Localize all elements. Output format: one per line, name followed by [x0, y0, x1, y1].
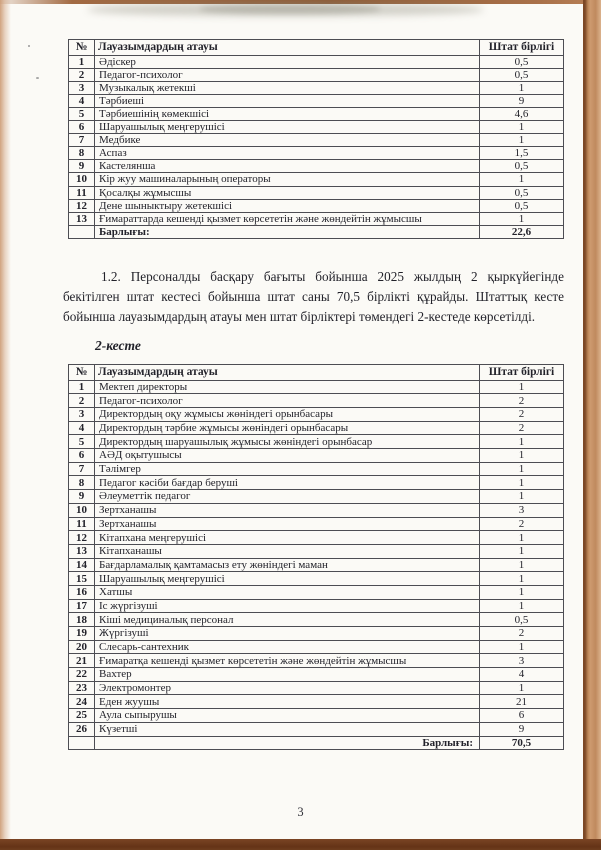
- cell-units: 3: [480, 654, 564, 668]
- cell-num: 11: [69, 186, 95, 199]
- cell-units: 3: [480, 503, 564, 517]
- cell-num: 12: [69, 199, 95, 212]
- cell-units: 2: [480, 394, 564, 408]
- table-row: [69, 421, 564, 435]
- cell-num: 5: [69, 108, 95, 121]
- scan-edge-left: [0, 0, 11, 850]
- header-staff-units: Штат бірлігі: [480, 40, 564, 56]
- cell-units: 0,5: [480, 613, 564, 627]
- cell-units: 1: [480, 476, 564, 490]
- table-row: [69, 212, 564, 225]
- cell-num: 16: [69, 585, 95, 599]
- cell-num: 10: [69, 173, 95, 186]
- cell-units: 1: [480, 572, 564, 586]
- cell-name: Күзетші: [95, 722, 480, 736]
- cell-num: 26: [69, 722, 95, 736]
- table-row: [69, 654, 564, 668]
- total-label: Барлығы:: [95, 225, 480, 238]
- cell-num: 15: [69, 572, 95, 586]
- cell-units: 2: [480, 421, 564, 435]
- header-number: №: [69, 365, 95, 381]
- table-row: [69, 681, 564, 695]
- cell-num: 1: [69, 380, 95, 394]
- table-row: [69, 722, 564, 736]
- cell-name: Кітапханашы: [95, 544, 480, 558]
- cell-num: 2: [69, 394, 95, 408]
- cell-units: 1: [480, 531, 564, 545]
- cell-num: 4: [69, 421, 95, 435]
- cell-units: 1: [480, 449, 564, 463]
- cell-units: 0,5: [480, 160, 564, 173]
- cell-name: Зертханашы: [95, 517, 480, 531]
- cell-num: 20: [69, 640, 95, 654]
- cell-num: 8: [69, 476, 95, 490]
- total-value: 22,6: [480, 225, 564, 238]
- table-row: [69, 599, 564, 613]
- cell-units: 1: [480, 212, 564, 225]
- staff-table-2: [68, 364, 564, 750]
- cell-name: Слесарь-сантехник: [95, 640, 480, 654]
- cell-name: Аспаз: [95, 147, 480, 160]
- cell-units: 1: [480, 173, 564, 186]
- cell-num: 14: [69, 558, 95, 572]
- table-row: [69, 186, 564, 199]
- body-paragraph: 1.2. Персоналды басқару бағыты бойынша 2025 жылдың 2 қыркүйегінде бекітілген штат кестесі бойынша штат саны 70,5 бірлікті құрайды. Штаттық кесте бойынша лауазымдардың атауы мен штат бірліктері төмендегі 2-кестеде көрсетілді.: [63, 269, 564, 324]
- cell-name: Директордың тәрбие жұмысы жөніндегі орынбасары: [95, 421, 480, 435]
- table-row: [69, 517, 564, 531]
- cell-num: 6: [69, 449, 95, 463]
- cell-name: Вахтер: [95, 668, 480, 682]
- cell-units: 1: [480, 640, 564, 654]
- cell-name: Медбике: [95, 134, 480, 147]
- table-row: [69, 108, 564, 121]
- cell-name: Кіші медициналық персонал: [95, 613, 480, 627]
- cell-units: 9: [480, 94, 564, 107]
- cell-num: 1: [69, 55, 95, 68]
- cell-units: 2: [480, 408, 564, 422]
- table-row: [69, 476, 564, 490]
- table-row: [69, 544, 564, 558]
- table-row: [69, 380, 564, 394]
- total-label: Барлығы:: [95, 736, 480, 750]
- cell-units: 9: [480, 722, 564, 736]
- cell-name: Директордың шаруашылық жұмысы жөніндегі орынбасар: [95, 435, 480, 449]
- cell-units: 0,5: [480, 68, 564, 81]
- cell-units: 1: [480, 462, 564, 476]
- cell-num: 24: [69, 695, 95, 709]
- cell-num: 10: [69, 503, 95, 517]
- cell-name: Шаруашылық меңгерушісі: [95, 572, 480, 586]
- cell-name: Ғимараттарда кешенді қызмет көрсететін және жөндейтін жұмысшы: [95, 212, 480, 225]
- cell-units: 6: [480, 709, 564, 723]
- table-row: [69, 55, 564, 68]
- table-header-row: [69, 365, 564, 381]
- cell-units: 2: [480, 627, 564, 641]
- table-row: [69, 640, 564, 654]
- scan-bleedthrough-smudge: [200, 4, 380, 14]
- table-row: [69, 627, 564, 641]
- cell-num: 18: [69, 613, 95, 627]
- cell-name: Директордың оқу жұмысы жөніндегі орынбасары: [95, 408, 480, 422]
- staff-table-1: [68, 39, 564, 239]
- table-row: [69, 503, 564, 517]
- scan-speck: [28, 45, 30, 47]
- scan-speck: [36, 77, 39, 79]
- cell-name: Хатшы: [95, 585, 480, 599]
- cell-units: 0,5: [480, 186, 564, 199]
- table-row: [69, 558, 564, 572]
- cell-name: Әлеуметтік педагог: [95, 490, 480, 504]
- cell-name: Әдіскер: [95, 55, 480, 68]
- cell-name: Мектеп директоры: [95, 380, 480, 394]
- cell-name: Бағдарламалық қамтамасыз ету жөніндегі маман: [95, 558, 480, 572]
- table-row: [69, 199, 564, 212]
- cell-num: 12: [69, 531, 95, 545]
- table-row: [69, 668, 564, 682]
- cell-name: Ғимаратқа кешенді қызмет көрсететін және жөндейтін жұмысшы: [95, 654, 480, 668]
- table-row: [69, 435, 564, 449]
- cell-num: 25: [69, 709, 95, 723]
- cell-name: Электромонтер: [95, 681, 480, 695]
- cell-name: Зертханашы: [95, 503, 480, 517]
- cell-num: 13: [69, 544, 95, 558]
- cell-name: Кір жуу машиналарының операторы: [95, 173, 480, 186]
- cell-name: Педагог-психолог: [95, 68, 480, 81]
- cell-num: 7: [69, 462, 95, 476]
- cell-name: Қосалқы жұмысшы: [95, 186, 480, 199]
- cell-num-empty: [69, 225, 95, 238]
- cell-num: 17: [69, 599, 95, 613]
- cell-units: 0,5: [480, 199, 564, 212]
- cell-name: Іс жүргізуші: [95, 599, 480, 613]
- cell-name: Кітапхана меңгерушісі: [95, 531, 480, 545]
- cell-name: Тәрбиеші: [95, 94, 480, 107]
- cell-num: 19: [69, 627, 95, 641]
- cell-units: 1: [480, 599, 564, 613]
- cell-units: 1: [480, 435, 564, 449]
- cell-units: 1: [480, 585, 564, 599]
- total-row: [69, 225, 564, 238]
- cell-name: Кастелянша: [95, 160, 480, 173]
- table-row: [69, 613, 564, 627]
- page-number: 3: [297, 805, 304, 819]
- cell-name: Музыкалық жетекші: [95, 81, 480, 94]
- table-body: [69, 55, 564, 225]
- cell-num: 5: [69, 435, 95, 449]
- cell-units: 1: [480, 544, 564, 558]
- cell-units: 21: [480, 695, 564, 709]
- table-row: [69, 81, 564, 94]
- cell-num: 13: [69, 212, 95, 225]
- table2-caption: 2-кесте: [95, 338, 141, 353]
- table-row: [69, 695, 564, 709]
- cell-units: 4,6: [480, 108, 564, 121]
- cell-num: 9: [69, 160, 95, 173]
- table-row: [69, 462, 564, 476]
- table-body: [69, 380, 564, 736]
- cell-units: 1: [480, 681, 564, 695]
- cell-num: 21: [69, 654, 95, 668]
- cell-name: Дене шыныктыру жетекшісі: [95, 199, 480, 212]
- cell-num: 4: [69, 94, 95, 107]
- cell-units: 1: [480, 134, 564, 147]
- table-row: [69, 147, 564, 160]
- cell-units: 1: [480, 380, 564, 394]
- header-number: №: [69, 40, 95, 56]
- cell-num: 22: [69, 668, 95, 682]
- table-row: [69, 709, 564, 723]
- cell-name: Тәрбиешінің көмекшісі: [95, 108, 480, 121]
- cell-num-empty: [69, 736, 95, 750]
- cell-num: 3: [69, 408, 95, 422]
- cell-name: Педагог кәсіби бағдар беруші: [95, 476, 480, 490]
- table-row: [69, 121, 564, 134]
- cell-name: Педагог-психолог: [95, 394, 480, 408]
- table-row: [69, 585, 564, 599]
- total-value: 70,5: [480, 736, 564, 750]
- table-row: [69, 94, 564, 107]
- table-row: [69, 408, 564, 422]
- cell-units: 1: [480, 121, 564, 134]
- table-row: [69, 68, 564, 81]
- table-row: [69, 160, 564, 173]
- table-row: [69, 572, 564, 586]
- cell-units: 4: [480, 668, 564, 682]
- cell-units: 1: [480, 81, 564, 94]
- table-row: [69, 173, 564, 186]
- cell-name: Шаруашылық меңгерушісі: [95, 121, 480, 134]
- table-row: [69, 449, 564, 463]
- cell-name: Еден жуушы: [95, 695, 480, 709]
- cell-num: 7: [69, 134, 95, 147]
- cell-num: 11: [69, 517, 95, 531]
- cell-num: 3: [69, 81, 95, 94]
- scan-edge-bottom: [0, 839, 601, 850]
- header-position: Лауазымдардың атауы: [95, 40, 480, 56]
- table-row: [69, 134, 564, 147]
- cell-units: 1: [480, 558, 564, 572]
- cell-num: 8: [69, 147, 95, 160]
- cell-units: 1,5: [480, 147, 564, 160]
- cell-num: 6: [69, 121, 95, 134]
- cell-name: Тәлімгер: [95, 462, 480, 476]
- cell-units: 0,5: [480, 55, 564, 68]
- cell-name: Жүргізуші: [95, 627, 480, 641]
- cell-num: 9: [69, 490, 95, 504]
- scan-edge-right: [583, 0, 601, 850]
- header-staff-units: Штат бірлігі: [480, 365, 564, 381]
- cell-name: АӘД оқытушысы: [95, 449, 480, 463]
- cell-num: 2: [69, 68, 95, 81]
- table-row: [69, 394, 564, 408]
- table-row: [69, 531, 564, 545]
- table-row: [69, 490, 564, 504]
- table-header-row: [69, 40, 564, 56]
- cell-name: Аула сыпырушы: [95, 709, 480, 723]
- cell-num: 23: [69, 681, 95, 695]
- cell-units: 1: [480, 490, 564, 504]
- header-position: Лауазымдардың атауы: [95, 365, 480, 381]
- cell-units: 2: [480, 517, 564, 531]
- total-row: [69, 736, 564, 750]
